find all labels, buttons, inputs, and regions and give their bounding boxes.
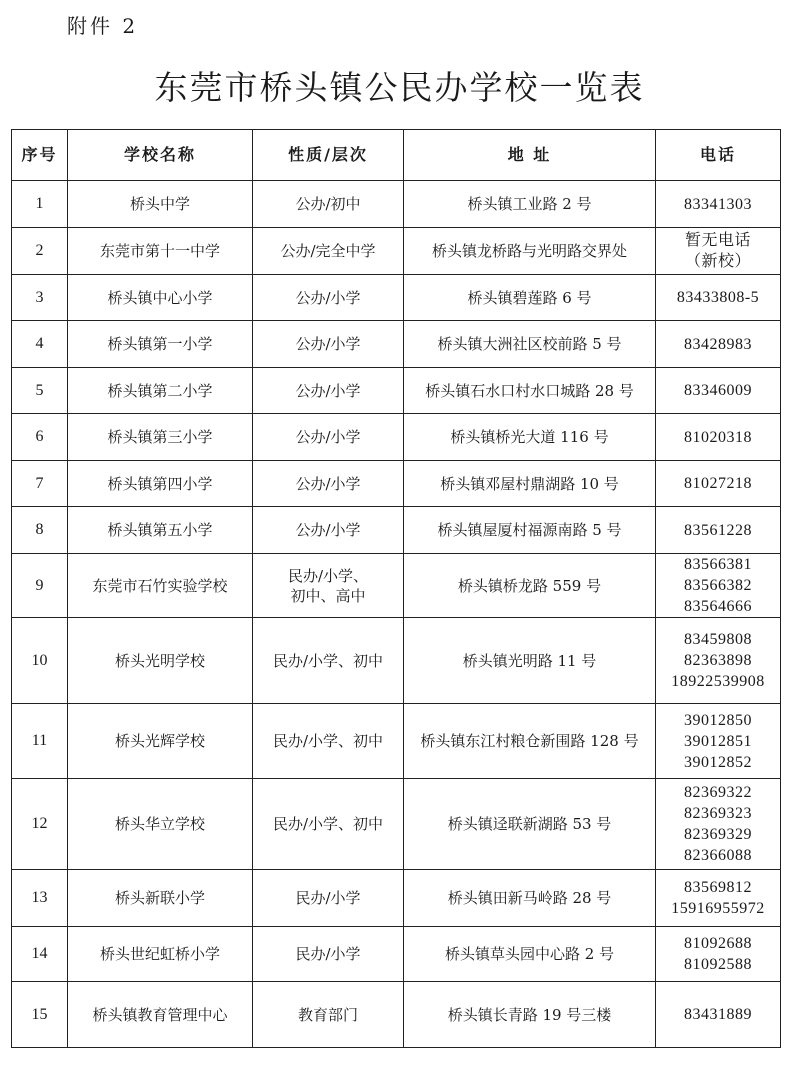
cell-phone (656, 368, 781, 414)
phone-number: 83569812 (684, 879, 752, 896)
table-row (12, 461, 781, 507)
cell-type: 民办/小学、初中 (253, 618, 404, 704)
table-row (12, 618, 781, 704)
cell-no: 9 (12, 554, 68, 618)
cell-type: 公办/小学 (253, 414, 404, 461)
cell-phone (656, 927, 781, 982)
cell-school-name: 东莞市石竹实验学校 (68, 554, 253, 618)
phone-number: 83341303 (684, 195, 752, 213)
cell-address: 桥头镇田新马岭路 28 号 (404, 870, 656, 927)
table-row (12, 982, 781, 1048)
cell-school-name: 桥头镇第一小学 (68, 321, 253, 368)
cell-type: 公办/小学 (253, 461, 404, 507)
cell-type: 公办/小学 (253, 507, 404, 554)
phone-number: 81020318 (684, 428, 752, 446)
cell-school-name: 东莞市第十一中学 (68, 228, 253, 275)
cell-address: 桥头镇草头园中心路 2 号 (404, 927, 656, 982)
table-row (12, 554, 781, 618)
phone-number: 81092688 (684, 935, 752, 952)
phone-number: 18922539908 (671, 673, 765, 690)
cell-type: 公办/小学 (253, 321, 404, 368)
table-row (12, 704, 781, 779)
phone-number: 83564666 (684, 598, 752, 615)
phone-number: 82363898 (684, 652, 752, 669)
header-phone: 电话 (656, 130, 781, 181)
phone-number: （新校） (684, 253, 751, 270)
cell-address: 桥头镇邓屋村鼎湖路 10 号 (404, 461, 656, 507)
page-title: 东莞市桥头镇公民办学校一览表 (154, 68, 645, 107)
cell-no: 15 (12, 982, 68, 1048)
cell-no: 2 (12, 228, 68, 275)
cell-phone (656, 321, 781, 368)
phone-number: 83459808 (684, 631, 752, 648)
cell-school-name: 桥头镇第二小学 (68, 368, 253, 414)
cell-type: 教育部门 (253, 982, 404, 1048)
table-row (12, 414, 781, 461)
phone-number: 83566381 (684, 556, 752, 573)
cell-phone (656, 982, 781, 1048)
cell-school-name: 桥头镇中心小学 (68, 275, 253, 321)
cell-phone (656, 870, 781, 927)
phone-number: 83431889 (684, 1006, 752, 1023)
cell-school-name: 桥头镇第五小学 (68, 507, 253, 554)
cell-address: 桥头镇工业路 2 号 (404, 181, 656, 228)
cell-address: 桥头镇石水口村水口城路 28 号 (404, 368, 656, 414)
cell-no: 12 (12, 779, 68, 870)
cell-address: 桥头镇龙桥路与光明路交界处 (404, 228, 656, 275)
cell-no: 10 (12, 618, 68, 704)
cell-no: 11 (12, 704, 68, 779)
table-row (12, 927, 781, 982)
cell-type: 民办/小学、初中 (253, 704, 404, 779)
cell-no: 6 (12, 414, 68, 461)
cell-school-name: 桥头镇第三小学 (68, 414, 253, 461)
cell-phone (656, 779, 781, 870)
table-row (12, 275, 781, 321)
cell-school-name: 桥头光辉学校 (68, 704, 253, 779)
cell-address: 桥头镇屋厦村福源南路 5 号 (404, 507, 656, 554)
cell-no: 7 (12, 461, 68, 507)
cell-no: 14 (12, 927, 68, 982)
cell-no: 8 (12, 507, 68, 554)
phone-number: 83566382 (684, 577, 752, 594)
table-row (12, 779, 781, 870)
type-line: 民办/小学、 (287, 566, 369, 585)
header-no: 序号 (12, 130, 68, 181)
cell-school-name: 桥头新联小学 (68, 870, 253, 927)
cell-phone (656, 618, 781, 704)
cell-type: 公办/小学 (253, 368, 404, 414)
cell-phone (656, 414, 781, 461)
phone-number: 39012852 (684, 753, 752, 771)
table-body (12, 181, 781, 1048)
header-address: 地 址 (404, 130, 656, 181)
cell-type: 民办/小学 (253, 870, 404, 927)
cell-school-name: 桥头世纪虹桥小学 (68, 927, 253, 982)
cell-address: 桥头镇长青路 19 号三楼 (404, 982, 656, 1048)
cell-school-name: 桥头光明学校 (68, 618, 253, 704)
table-row (12, 368, 781, 414)
phone-number: 15916955972 (671, 900, 765, 917)
cell-type: 民办/小学 (253, 927, 404, 982)
annex-label: 附件 2 (67, 14, 139, 38)
cell-type: 公办/完全中学 (253, 228, 404, 275)
cell-phone (656, 228, 781, 275)
table-row (12, 870, 781, 927)
table-header-row (12, 130, 781, 181)
cell-phone (656, 461, 781, 507)
school-table (11, 129, 781, 1048)
cell-type (253, 554, 404, 618)
cell-phone (656, 275, 781, 321)
table-row (12, 181, 781, 228)
phone-number: 81092588 (684, 956, 752, 973)
phone-number: 39012850 (684, 711, 752, 729)
cell-school-name: 桥头中学 (68, 181, 253, 228)
cell-no: 5 (12, 368, 68, 414)
cell-type: 民办/小学、初中 (253, 779, 404, 870)
cell-no: 13 (12, 870, 68, 927)
cell-no: 1 (12, 181, 68, 228)
cell-no: 3 (12, 275, 68, 321)
phone-number: 暂无电话 (684, 232, 751, 249)
cell-address: 桥头镇迳联新湖路 53 号 (404, 779, 656, 870)
type-line: 初中、高中 (290, 586, 366, 605)
cell-phone (656, 554, 781, 618)
cell-no: 4 (12, 321, 68, 368)
phone-number: 83346009 (684, 382, 752, 399)
phone-number: 83433808-5 (676, 289, 760, 306)
phone-number: 39012851 (684, 732, 752, 750)
cell-address: 桥头镇碧莲路 6 号 (404, 275, 656, 321)
table-row (12, 228, 781, 275)
cell-phone (656, 507, 781, 554)
phone-number: 81027218 (684, 475, 752, 492)
cell-type: 公办/初中 (253, 181, 404, 228)
cell-phone (656, 704, 781, 779)
phone-number: 82369329 (684, 826, 752, 843)
header-type: 性质/层次 (253, 130, 404, 181)
table-row (12, 321, 781, 368)
cell-type: 公办/小学 (253, 275, 404, 321)
phone-number: 83428983 (684, 335, 752, 353)
cell-address: 桥头镇桥龙路 559 号 (404, 554, 656, 618)
cell-phone (656, 181, 781, 228)
cell-school-name: 桥头镇教育管理中心 (68, 982, 253, 1048)
phone-number: 82366088 (684, 847, 752, 864)
header-name: 学校名称 (68, 130, 253, 181)
phone-number: 82369322 (684, 784, 752, 801)
cell-address: 桥头镇大洲社区校前路 5 号 (404, 321, 656, 368)
cell-address: 桥头镇光明路 11 号 (404, 618, 656, 704)
cell-school-name: 桥头镇第四小学 (68, 461, 253, 507)
cell-address: 桥头镇桥光大道 116 号 (404, 414, 656, 461)
phone-number: 83561228 (684, 521, 752, 539)
cell-address: 桥头镇东江村粮仓新围路 128 号 (404, 704, 656, 779)
cell-school-name: 桥头华立学校 (68, 779, 253, 870)
table-row (12, 507, 781, 554)
phone-number: 82369323 (684, 805, 752, 822)
